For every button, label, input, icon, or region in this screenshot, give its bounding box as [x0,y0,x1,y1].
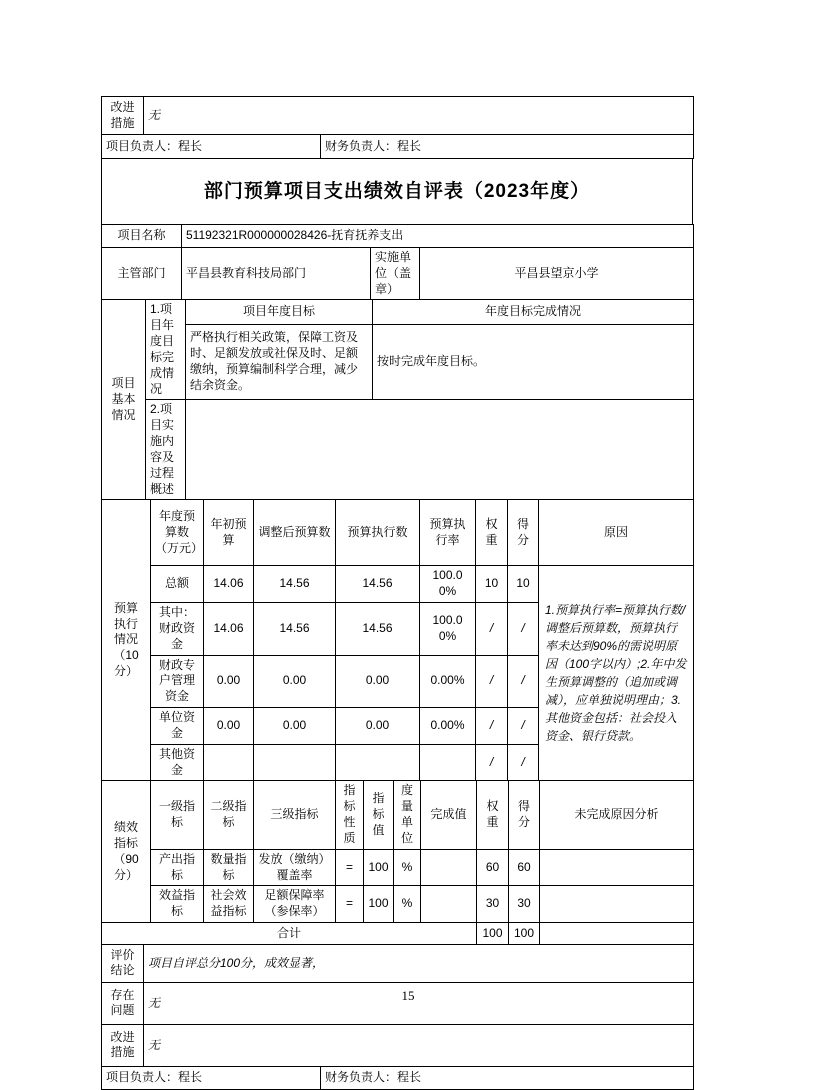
page-number: 15 [401,988,415,1003]
dept-label: 主管部门 [102,248,182,300]
table-row [102,159,693,225]
goal-text: 严格执行相关政策，保障工资及时、足额发放或社保及时、足额缴纳，预算编制科学合理，减少结余资金。 [186,324,373,400]
perf-cell-value: 100 [364,886,394,923]
perf-cell-unit: % [394,886,421,923]
budget-cell-adjusted: 0.00 [254,655,336,707]
perf-row-total [102,922,694,944]
perf-header-nature: 指标性质 [336,781,364,849]
perf-header-level2: 二级指标 [204,781,254,849]
improvement-value: 无 [144,1024,694,1066]
conclusion-value: 项目自评总分100分，成效显著， [144,944,694,982]
implementation-row-value [186,400,694,500]
table-row [102,248,694,300]
improvement-label: 改进措施 [102,1024,144,1066]
table-row [102,135,694,159]
budget-cell-score: / [508,744,539,781]
implementation-row-label: 2.项目实施内容及过程概述 [146,400,186,500]
perf-cell-level1: 产出指标 [151,849,204,886]
perf-cell-nature: = [336,886,364,923]
budget-cell-executed: 0.00 [336,655,420,707]
perf-header-value: 指标值 [364,781,394,849]
budget-cell-score: 10 [508,566,539,603]
perf-cell-score: 60 [509,849,540,886]
performance-indicators-table [101,780,694,945]
table-row [102,225,694,248]
budget-cell-executed: 14.56 [336,566,420,603]
budget-row-label: 其他资金 [151,744,204,781]
budget-cell-initial: 14.06 [204,603,254,655]
total-score: 100 [509,922,540,944]
budget-header-initial: 年初预算 [204,500,254,566]
budget-header-adjusted: 调整后预算数 [254,500,336,566]
table-row [102,324,694,400]
budget-reason-note: 1.预算执行率=预算执行数/调整后预算数，预算执行率未达到90%的需说明原因（100字以内）;2.年中发生预算调整的（追加或调减），应单独说明理由；3.其他资金包括：社会投入资金、银行贷款。 [539,566,694,781]
budget-cell-initial: 14.06 [204,566,254,603]
completion-text: 按时完成年度目标。 [373,324,694,400]
perf-cell-completed [421,886,477,923]
budget-header-annual: 年度预算数（万元） [151,500,204,566]
finance-manager-field: 财务负责人：程长 [321,135,694,159]
budget-cell-rate [420,744,476,781]
problems-value: 无 [144,982,694,1024]
budget-header-score: 得分 [508,500,539,566]
perf-header-score: 得分 [509,781,540,849]
budget-cell-score: / [508,708,539,745]
perf-cell-level2: 社会效益指标 [204,886,254,923]
budget-header-rate: 预算执行率 [420,500,476,566]
perf-cell-score: 30 [509,886,540,923]
perf-cell-unit: % [394,849,421,886]
budget-cell-score: / [508,655,539,707]
completion-header: 年度目标完成情况 [373,300,694,324]
budget-cell-weight: / [476,744,508,781]
budget-cell-adjusted: 14.56 [254,603,336,655]
perf-header-reason: 未完成原因分析 [540,781,694,849]
perf-header-level1: 一级指标 [151,781,204,849]
perf-cell-weight: 30 [477,886,509,923]
improvement-measures-label: 改进措施 [102,97,144,135]
project-manager-field: 项目负责人：程长 [102,1066,321,1089]
project-name-value: 51192321R000000028426-抚育抚养支出 [182,225,694,248]
budget-cell-weight: / [476,708,508,745]
impl-unit-label: 实施单位（盖章） [371,248,420,300]
perf-row-output [102,849,694,886]
perf-cell-value: 100 [364,849,394,886]
table-row [102,97,694,135]
project-manager-field: 项目负责人：程长 [102,135,321,159]
budget-cell-adjusted: 0.00 [254,708,336,745]
basic-section-label: 项目基本情况 [102,300,146,500]
budget-cell-executed [336,744,420,781]
evaluation-document [101,96,693,1090]
budget-cell-rate: 100.00% [420,566,476,603]
budget-cell-weight: / [476,603,508,655]
annual-goal-row-label: 1.项目年度目标完成情况 [146,300,186,400]
perf-row-benefit [102,886,694,923]
total-reason [540,922,694,944]
budget-cell-initial: 0.00 [204,655,254,707]
budget-cell-adjusted: 14.56 [254,566,336,603]
budget-cell-executed: 0.00 [336,708,420,745]
budget-cell-rate: 100.00% [420,603,476,655]
page-title: 部门预算项目支出绩效自评表（2023年度） [102,159,693,225]
conclusion-label: 评价结论 [102,944,144,982]
perf-cell-nature: = [336,849,364,886]
perf-cell-level1: 效益指标 [151,886,204,923]
title-table [101,158,693,225]
budget-row-label: 总额 [151,566,204,603]
perf-cell-reason [540,849,694,886]
budget-cell-weight: / [476,655,508,707]
table-row [102,944,694,982]
footer-table [101,944,694,1090]
perf-cell-level3: 发放（缴纳）覆盖率 [254,849,336,886]
budget-cell-initial [204,744,254,781]
budget-row-label: 单位资金 [151,708,204,745]
budget-row-label: 财政专户管理资金 [151,655,204,707]
table-row [102,781,694,849]
perf-cell-level3: 足额保障率（参保率） [254,886,336,923]
previous-section-table [101,96,694,159]
project-info-table [101,224,694,300]
perf-header-level3: 三级指标 [254,781,336,849]
table-row [102,400,694,500]
budget-header-reason: 原因 [539,500,694,566]
perf-cell-completed [421,849,477,886]
project-name-label: 项目名称 [102,225,182,248]
perf-header-weight: 权重 [477,781,509,849]
perf-cell-weight: 60 [477,849,509,886]
budget-row-total [102,566,694,603]
problems-label: 存在问题 [102,982,144,1024]
perf-cell-reason [540,886,694,923]
budget-cell-initial: 0.00 [204,708,254,745]
budget-cell-rate: 0.00% [420,655,476,707]
impl-unit-value: 平昌县望京小学 [420,248,694,300]
budget-cell-rate: 0.00% [420,708,476,745]
improvement-measures-value: 无 [144,97,694,135]
perf-header-unit: 度量单位 [394,781,421,849]
table-row [102,1024,694,1066]
goal-header: 项目年度目标 [186,300,373,324]
table-row [102,500,694,566]
basic-info-table [101,299,694,500]
dept-value: 平昌县教育科技局部门 [182,248,371,300]
finance-manager-field: 财务负责人：程长 [321,1066,694,1089]
budget-header-weight: 权重 [476,500,508,566]
budget-header-executed: 预算执行数 [336,500,420,566]
perf-cell-level2: 数量指标 [204,849,254,886]
budget-section-label: 预算执行情况（10分） [102,500,151,781]
budget-cell-weight: 10 [476,566,508,603]
budget-execution-table [101,499,694,781]
performance-section-label: 绩效指标（90分） [102,781,151,923]
table-row [102,1066,694,1089]
total-weight: 100 [477,922,509,944]
table-row [102,300,694,324]
budget-row-label: 其中：财政资金 [151,603,204,655]
budget-cell-executed: 14.56 [336,603,420,655]
perf-header-completed: 完成值 [421,781,477,849]
budget-cell-score: / [508,603,539,655]
budget-cell-adjusted [254,744,336,781]
total-label: 合计 [102,922,477,944]
